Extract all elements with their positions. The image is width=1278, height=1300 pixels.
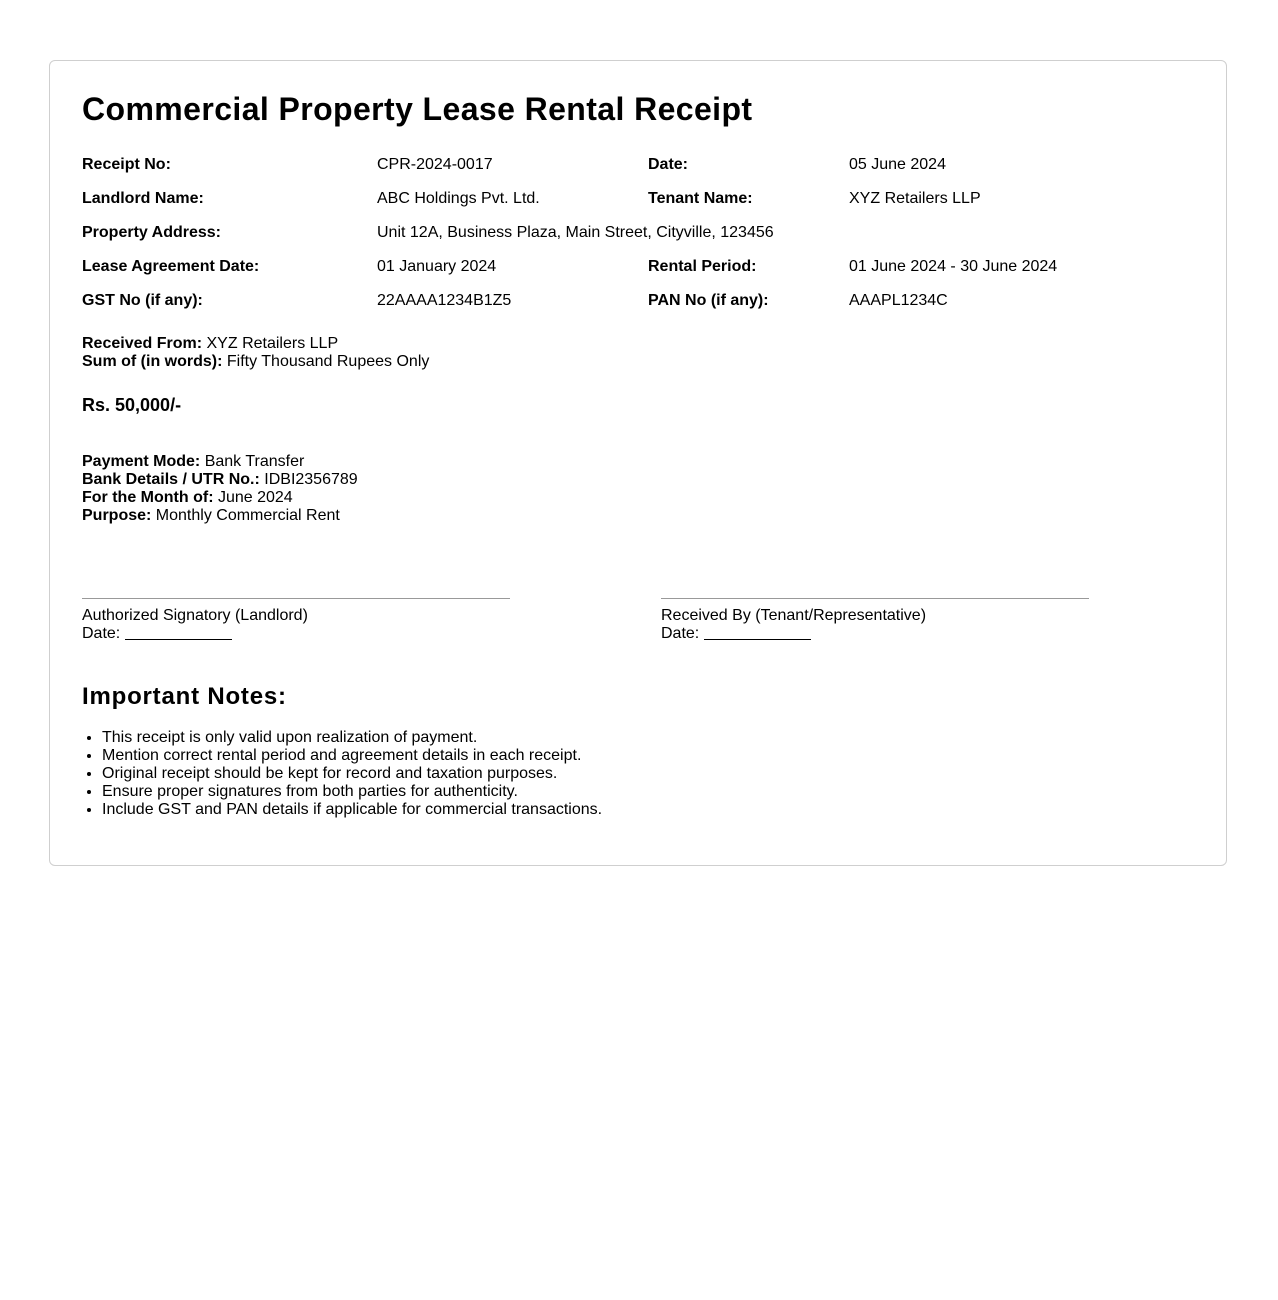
sum-words-line (82, 353, 429, 371)
received-from-value: XYZ Retailers LLP (206, 335, 339, 352)
landlord-signature-label: Authorized Signatory (Landlord) (82, 607, 308, 624)
tenant-name-label: Tenant Name: (648, 190, 753, 207)
details-row-parties (50, 189, 1226, 209)
pan-no-label: PAN No (if any): (648, 292, 769, 309)
landlord-name-label: Landlord Name: (82, 190, 204, 207)
gst-no-label: GST No (if any): (82, 292, 203, 309)
bank-details-line (82, 471, 358, 489)
payment-mode-label: Payment Mode: (82, 453, 201, 470)
payment-block (82, 453, 358, 525)
date-value: 05 June 2024 (849, 156, 946, 173)
property-address-label: Property Address: (82, 224, 221, 241)
note-item: • This receipt is only valid upon realization of payment. (102, 729, 602, 747)
payment-mode-line (82, 453, 358, 471)
receipt-card (49, 60, 1227, 866)
landlord-signature-line (82, 598, 510, 599)
bank-details-label: Bank Details / UTR No.: (82, 471, 260, 488)
details-row-address (50, 223, 1226, 243)
sum-words-value: Fifty Thousand Rupees Only (226, 353, 430, 370)
page-title: Commercial Property Lease Rental Receipt (82, 91, 753, 127)
tenant-signature-label: Received By (Tenant/Representative) (661, 607, 927, 624)
property-address-value: Unit 12A, Business Plaza, Main Street, Cityville, 123456 (377, 224, 774, 241)
note-item: • Include GST and PAN details if applicable for commercial transactions. (102, 801, 602, 819)
receipt-no-value: CPR-2024-0017 (377, 156, 493, 173)
received-from-line (82, 335, 429, 353)
details-row-lease (50, 257, 1226, 277)
notes-list (82, 729, 602, 819)
landlord-date-label: Date: (82, 625, 121, 642)
month-label: For the Month of: (82, 489, 214, 506)
landlord-name-value: ABC Holdings Pvt. Ltd. (377, 190, 540, 207)
month-value: June 2024 (217, 489, 293, 506)
bank-details-value: IDBI2356789 (264, 471, 358, 488)
tenant-date-label: Date: (661, 625, 700, 642)
note-item: • Ensure proper signatures from both parties for authenticity. (102, 783, 602, 801)
note-item: • Original receipt should be kept for record and taxation purposes. (102, 765, 602, 783)
sum-words-label: Sum of (in words): (82, 353, 223, 370)
purpose-value: Monthly Commercial Rent (155, 507, 340, 524)
rental-period-value: 01 June 2024 - 30 June 2024 (849, 258, 1058, 275)
lease-date-label: Lease Agreement Date: (82, 258, 260, 275)
month-line (82, 489, 358, 507)
payment-mode-value: Bank Transfer (204, 453, 305, 470)
amount: Rs. 50,000/- (82, 395, 182, 415)
landlord-signature-block (82, 598, 510, 643)
landlord-date-line (82, 625, 510, 643)
received-block (82, 335, 429, 371)
landlord-date-blank (125, 625, 232, 640)
rental-period-label: Rental Period: (648, 258, 757, 275)
tenant-date-blank (704, 625, 811, 640)
purpose-line (82, 507, 358, 525)
tenant-signature-block (661, 598, 1089, 643)
pan-no-value: AAAPL1234C (849, 292, 948, 309)
tenant-date-line (661, 625, 1089, 643)
received-from-label: Received From: (82, 335, 203, 352)
note-item: • Mention correct rental period and agreement details in each receipt. (102, 747, 602, 765)
details-row-tax (50, 291, 1226, 311)
tenant-name-value: XYZ Retailers LLP (849, 190, 981, 207)
date-label: Date: (648, 156, 689, 173)
details-row-receipt (50, 155, 1226, 175)
lease-date-value: 01 January 2024 (377, 258, 497, 275)
gst-no-value: 22AAAA1234B1Z5 (377, 292, 512, 309)
receipt-no-label: Receipt No: (82, 156, 171, 173)
purpose-label: Purpose: (82, 507, 152, 524)
tenant-signature-line (661, 598, 1089, 599)
notes-title: Important Notes: (82, 683, 287, 710)
